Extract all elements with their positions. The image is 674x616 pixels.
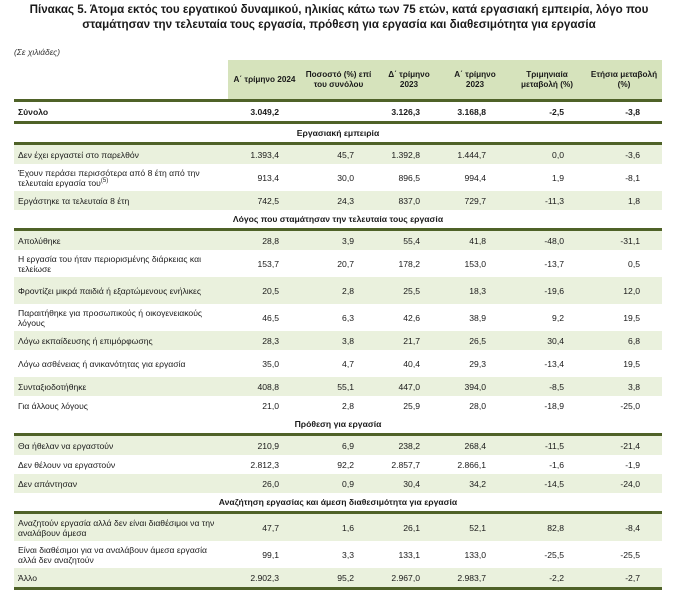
cell-value: 6,8 xyxy=(586,331,662,350)
header-q1-2023: Α΄ τρίμηνο 2023 xyxy=(442,60,508,101)
row-label-text: Αναζητούν εργασία αλλά δεν είναι διαθέσιμοι να την αναλάβουν άμεσα xyxy=(18,517,215,538)
cell-value: 2,8 xyxy=(342,400,354,411)
header-annual-change: Ετήσια μεταβολή (%) xyxy=(586,60,662,101)
cell-value: 2.866,1 xyxy=(457,459,486,470)
cell-value: 2.902,3 xyxy=(228,568,301,589)
table-row xyxy=(14,250,662,277)
section-header xyxy=(14,415,662,435)
cell-value: 19,5 xyxy=(623,312,640,323)
cell-value: 133,1 xyxy=(398,549,420,560)
cell-value: 268,4 xyxy=(442,435,508,456)
section-title: Εργασιακή εμπειρία xyxy=(14,123,662,144)
cell-value: 394,0 xyxy=(442,377,508,396)
row-label-text: Έχουν περάσει περισσότερα από 8 έτη από την τελευταία εργασία του xyxy=(18,167,200,188)
cell-value: -48,0 xyxy=(508,230,586,251)
cell-value: 210,9 xyxy=(228,435,301,456)
row-label-text: Απολύθηκε xyxy=(18,235,61,246)
cell-value: 0,9 xyxy=(301,474,376,493)
table-row xyxy=(14,541,662,568)
cell-value: 41,8 xyxy=(442,230,508,251)
cell-value: 26,1 xyxy=(376,513,442,542)
cell-value: 26,5 xyxy=(442,331,508,350)
row-label xyxy=(14,435,228,456)
cell-value: 35,0 xyxy=(262,358,279,369)
table-row xyxy=(14,396,662,415)
cell-value: 92,2 xyxy=(337,459,354,470)
row-label xyxy=(14,513,228,542)
cell-value: 42,6 xyxy=(403,312,420,323)
cell-value: -31,1 xyxy=(586,230,662,251)
cell-value: 20,5 xyxy=(228,277,301,304)
cell-value: 40,4 xyxy=(403,358,420,369)
table-row xyxy=(14,455,662,474)
table-row xyxy=(14,277,662,304)
cell-value: 55,4 xyxy=(376,230,442,251)
cell-value: 3,3 xyxy=(342,549,354,560)
cell-value: 47,7 xyxy=(228,513,301,542)
cell-value: -21,4 xyxy=(586,435,662,456)
row-label xyxy=(14,191,228,210)
cell-value: 21,0 xyxy=(262,400,279,411)
header-q1-2024: Α΄ τρίμηνο 2024 xyxy=(228,60,301,101)
cell-value: 1.444,7 xyxy=(442,144,508,165)
cell-value: -18,9 xyxy=(544,400,564,411)
cell-value: -25,0 xyxy=(620,400,640,411)
row-label-text: Είναι διαθέσιμοι για να αναλάβουν άμεσα εργασία αλλά δεν αναζητούν xyxy=(18,544,207,565)
cell-value: 896,5 xyxy=(398,172,420,183)
section-header xyxy=(14,210,662,230)
cell-value: 2.857,7 xyxy=(391,459,420,470)
cell-value: 913,4 xyxy=(257,172,279,183)
cell-value: 153,7 xyxy=(257,258,279,269)
table-row xyxy=(14,230,662,251)
cell-value: -3,6 xyxy=(586,144,662,165)
cell-value: 1,6 xyxy=(301,513,376,542)
cell-value: -19,6 xyxy=(508,277,586,304)
cell-value: 3,8 xyxy=(301,331,376,350)
cell-value: 28,3 xyxy=(228,331,301,350)
header-q4-2023: Δ΄ τρίμηνο 2023 xyxy=(376,60,442,101)
cell-value: -13,4 xyxy=(544,358,564,369)
cell-value: -25,5 xyxy=(620,549,640,560)
row-label xyxy=(14,350,228,377)
cell-value: -25,5 xyxy=(544,549,564,560)
row-label-text: Συνταξιοδοτήθηκε xyxy=(18,381,87,392)
total-value: 3.126,3 xyxy=(376,101,442,123)
cell-value: 1.393,4 xyxy=(228,144,301,165)
cell-value: 38,9 xyxy=(469,312,486,323)
cell-value: 1,8 xyxy=(586,191,662,210)
cell-value: 28,0 xyxy=(469,400,486,411)
cell-value: 133,0 xyxy=(464,549,486,560)
row-label xyxy=(14,230,228,251)
cell-value: 4,7 xyxy=(342,358,354,369)
row-label xyxy=(14,250,228,277)
cell-value: -1,6 xyxy=(549,459,564,470)
cell-value: 6,3 xyxy=(342,312,354,323)
cell-value: -11,3 xyxy=(508,191,586,210)
table-row xyxy=(14,144,662,165)
cell-value: 19,5 xyxy=(623,358,640,369)
cell-value: 6,9 xyxy=(301,435,376,456)
cell-value: -8,1 xyxy=(625,172,640,183)
cell-value: 30,4 xyxy=(508,331,586,350)
cell-value: 30,4 xyxy=(376,474,442,493)
cell-value: 20,7 xyxy=(337,258,354,269)
row-label-text: Δεν απάντησαν xyxy=(18,478,78,489)
cell-value: 82,8 xyxy=(508,513,586,542)
section-title: Αναζήτηση εργασίας και άμεση διαθεσιμότητα για εργασία xyxy=(14,493,662,513)
cell-value: 2.812,3 xyxy=(250,459,279,470)
row-label xyxy=(14,541,228,568)
cell-value: 3,9 xyxy=(301,230,376,251)
table-row xyxy=(14,474,662,493)
cell-value: 45,7 xyxy=(301,144,376,165)
cell-value: 178,2 xyxy=(398,258,420,269)
row-label-text: Δεν έχει εργαστεί στο παρελθόν xyxy=(18,149,139,160)
unit-note: (Σε χιλιάδες) xyxy=(14,47,60,57)
cell-value: 2.983,7 xyxy=(442,568,508,589)
cell-value: 25,9 xyxy=(403,400,420,411)
table-row xyxy=(14,350,662,377)
cell-value: 28,8 xyxy=(228,230,301,251)
cell-value: 742,5 xyxy=(228,191,301,210)
cell-value: 1,9 xyxy=(552,172,564,183)
table-row xyxy=(14,513,662,542)
row-label-text: Δεν θέλουν να εργαστούν xyxy=(18,459,116,470)
total-value xyxy=(301,101,376,123)
table-row xyxy=(14,331,662,350)
total-value: -3,8 xyxy=(586,101,662,123)
cell-value: 95,2 xyxy=(301,568,376,589)
header-row xyxy=(14,60,662,101)
total-value: 3.168,8 xyxy=(442,101,508,123)
row-label-text: Λόγω εκπαίδευσης ή επιμόρφωσης xyxy=(18,335,153,346)
cell-value: -8,4 xyxy=(586,513,662,542)
cell-value: -8,5 xyxy=(508,377,586,396)
row-label xyxy=(14,277,228,304)
cell-value: 30,0 xyxy=(337,172,354,183)
row-label xyxy=(14,144,228,165)
row-label-text: Άλλο xyxy=(18,572,37,583)
cell-value: -14,5 xyxy=(508,474,586,493)
cell-value: 46,5 xyxy=(262,312,279,323)
header-blank xyxy=(14,60,228,101)
section-title: Λόγος που σταμάτησαν την τελευταία τους εργασία xyxy=(14,210,662,230)
cell-value: 153,0 xyxy=(464,258,486,269)
total-value: 3.049,2 xyxy=(228,101,301,123)
cell-value: 25,5 xyxy=(376,277,442,304)
table-row xyxy=(14,191,662,210)
cell-value: 9,2 xyxy=(552,312,564,323)
row-label-text: Παραιτήθηκε για προσωπικούς ή οικογενειακούς λόγους xyxy=(18,307,203,328)
table-row xyxy=(14,164,662,191)
total-value: -2,5 xyxy=(508,101,586,123)
cell-value: 99,1 xyxy=(262,549,279,560)
section-header xyxy=(14,493,662,513)
cell-value: 0,0 xyxy=(508,144,586,165)
cell-value: -2,2 xyxy=(508,568,586,589)
footnote-marker: (5) xyxy=(100,177,109,184)
cell-value: 24,3 xyxy=(301,191,376,210)
cell-value: 34,2 xyxy=(442,474,508,493)
cell-value: 26,0 xyxy=(228,474,301,493)
cell-value: 2,8 xyxy=(301,277,376,304)
cell-value: -1,9 xyxy=(625,459,640,470)
section-header xyxy=(14,123,662,144)
row-label xyxy=(14,377,228,396)
header-share: Ποσοστό (%) επί του συνόλου xyxy=(301,60,376,101)
row-label-text: Λόγω ασθένειας ή ανικανότητας για εργασία xyxy=(18,358,186,369)
row-label-text: Για άλλους λόγους xyxy=(18,400,88,411)
row-label xyxy=(14,396,228,415)
cell-value: -13,7 xyxy=(544,258,564,269)
cell-value: 1.392,8 xyxy=(376,144,442,165)
data-table xyxy=(14,60,662,590)
row-label-text: Η εργασία του ήταν περιορισμένης διάρκειας και τελείωσε xyxy=(18,253,201,274)
total-row xyxy=(14,101,662,123)
cell-value: 21,7 xyxy=(376,331,442,350)
row-label-text: Εργάστηκε τα τελευταία 8 έτη xyxy=(18,195,130,206)
cell-value: 52,1 xyxy=(442,513,508,542)
cell-value: -2,7 xyxy=(586,568,662,589)
total-label: Σύνολο xyxy=(14,101,228,123)
row-label-text: Θα ήθελαν να εργαστούν xyxy=(18,440,114,451)
cell-value: -24,0 xyxy=(586,474,662,493)
cell-value: 238,2 xyxy=(376,435,442,456)
table-row xyxy=(14,377,662,396)
row-label xyxy=(14,455,228,474)
cell-value: 2.967,0 xyxy=(376,568,442,589)
row-label-text: Φροντίζει μικρά παιδιά ή εξαρτώμενους ενήλικες xyxy=(18,285,201,296)
cell-value: 729,7 xyxy=(442,191,508,210)
table-title: Πίνακας 5. Άτομα εκτός του εργατικού δυναμικού, ηλικίας κάτω των 75 ετών, κατά εργασιακή εμπειρία, λόγο που σταμάτησαν την τελευταία τους εργασία, πρόθεση για εργασία και διαθεσιμότητα για εργασία xyxy=(29,3,649,31)
row-label xyxy=(14,474,228,493)
cell-value: 18,3 xyxy=(442,277,508,304)
row-label xyxy=(14,331,228,350)
cell-value: 12,0 xyxy=(586,277,662,304)
table-row xyxy=(14,435,662,456)
row-label xyxy=(14,164,228,191)
cell-value: 837,0 xyxy=(376,191,442,210)
cell-value: 994,4 xyxy=(464,172,486,183)
table-row xyxy=(14,304,662,331)
cell-value: 3,8 xyxy=(586,377,662,396)
table-row xyxy=(14,568,662,589)
header-quarterly-change: Τριμηνιαία μεταβολή (%) xyxy=(508,60,586,101)
cell-value: 408,8 xyxy=(228,377,301,396)
row-label xyxy=(14,304,228,331)
cell-value: 29,3 xyxy=(469,358,486,369)
cell-value: 55,1 xyxy=(301,377,376,396)
section-title: Πρόθεση για εργασία xyxy=(14,415,662,435)
row-label xyxy=(14,568,228,589)
cell-value: 447,0 xyxy=(376,377,442,396)
cell-value: -11,5 xyxy=(508,435,586,456)
cell-value: 0,5 xyxy=(628,258,640,269)
